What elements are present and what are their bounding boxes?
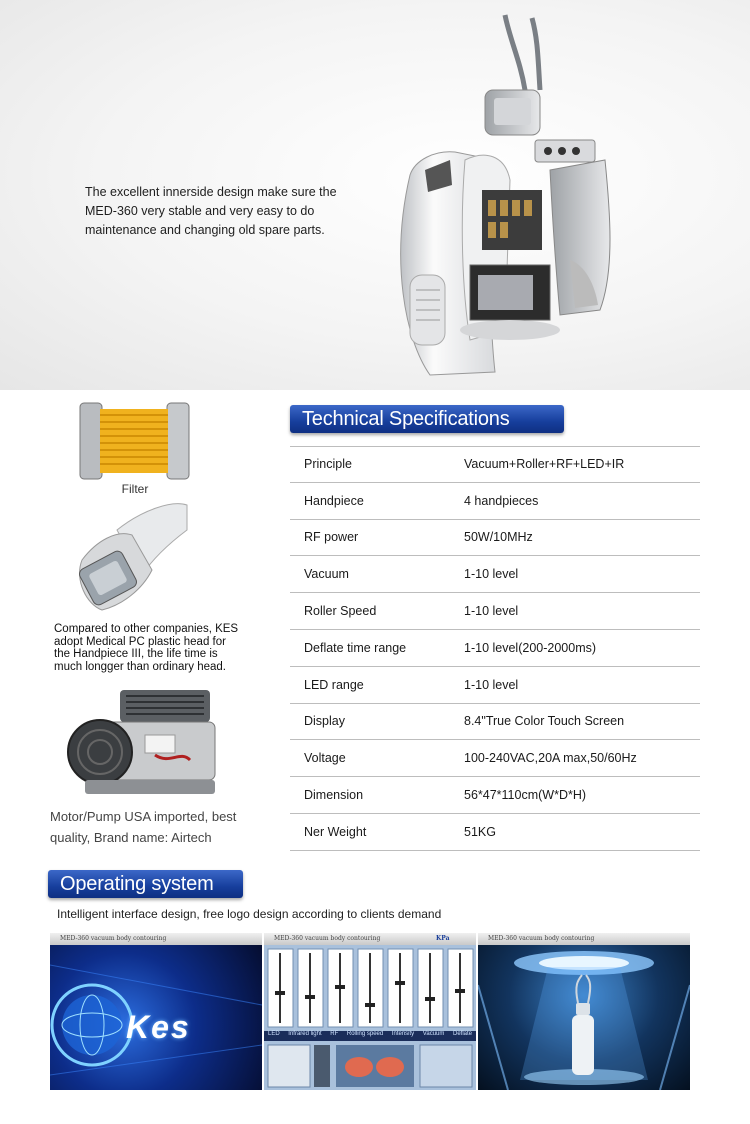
- slider-label: Vacuum: [422, 1031, 445, 1037]
- spec-row-roller-speed: [290, 593, 700, 630]
- slider-label: Deflate: [452, 1031, 472, 1037]
- handpiece-image: [62, 500, 192, 620]
- hero-text-line: MED-360 very stable and very easy to do: [85, 204, 315, 218]
- spec-label: Ner Weight: [304, 824, 367, 839]
- spec-value: 4 handpieces: [464, 493, 539, 508]
- slider-label: LED: [268, 1031, 280, 1037]
- spec-label: Vacuum: [304, 567, 349, 582]
- spec-label: RF power: [304, 530, 359, 545]
- spec-row-dimension: [290, 777, 700, 814]
- spec-value: 1-10 level(200-2000ms): [464, 640, 597, 655]
- spec-value: 1-10 level: [464, 567, 519, 582]
- pump-description: [50, 806, 280, 848]
- hero-text-line: maintenance and changing old spare parts.: [85, 223, 325, 237]
- spec-value: 51KG: [464, 824, 496, 839]
- spec-label: Deflate time range: [304, 640, 407, 655]
- spec-label: Voltage: [304, 751, 346, 766]
- spec-row-principle: [290, 446, 700, 483]
- banner-title: Technical Specifications: [302, 407, 510, 430]
- spec-value: 8.4"True Color Touch Screen: [464, 714, 625, 729]
- spec-value: Vacuum+Roller+RF+LED+IR: [464, 457, 625, 472]
- technical-specifications-banner: [290, 405, 564, 433]
- spec-row-voltage: [290, 740, 700, 777]
- hero-description: [85, 183, 365, 240]
- operating-description: Intelligent interface design, free logo design according to clients demand: [57, 907, 442, 921]
- slider-label: Infrared light: [288, 1031, 322, 1037]
- spec-label: Principle: [304, 457, 352, 472]
- spec-table: [290, 446, 700, 851]
- pump-text-line: Motor/Pump USA imported, best: [50, 809, 237, 824]
- spec-value: 1-10 level: [464, 677, 519, 692]
- spec-row-display: [290, 704, 700, 741]
- screen-title-bar: MED-360 vacuum body contouring: [50, 933, 262, 945]
- screen-title-bar: [264, 933, 476, 945]
- slider-label: Rolling speed: [346, 1031, 384, 1037]
- handpiece-text-line: the Handpiece III, the life time is: [54, 648, 218, 660]
- screenshot-control-panel: [264, 933, 476, 1090]
- screen-body: [478, 945, 690, 1090]
- screenshot-logo-screen: [50, 933, 262, 1090]
- spec-row-led-range: [290, 667, 700, 704]
- pump-text-line: quality, Brand name: Airtech: [50, 830, 212, 845]
- kes-logo: Kes: [126, 1009, 191, 1045]
- spec-label: Dimension: [304, 788, 364, 803]
- screen-title-text: MED-360 vacuum body contouring: [274, 935, 381, 942]
- screen-body: [50, 945, 262, 1090]
- filter-caption: Filter: [121, 482, 149, 496]
- hero-text-line: The excellent innerside design make sure the: [85, 185, 337, 199]
- spec-label: Roller Speed: [304, 604, 377, 619]
- machine-exploded-image: [370, 10, 620, 380]
- slider-label: RF: [330, 1031, 339, 1037]
- handpiece-text-line: Compared to other companies, KES: [54, 623, 239, 635]
- spec-label: Display: [304, 714, 345, 729]
- banner-title: Operating system: [60, 872, 214, 895]
- spec-row-handpiece: [290, 483, 700, 520]
- screenshot-stage-screen: [478, 933, 690, 1090]
- spec-label: LED range: [304, 677, 364, 692]
- slider-label-row: [264, 1031, 476, 1041]
- handpiece-text-line: much longger than ordinary head.: [54, 660, 226, 673]
- spec-label: Handpiece: [304, 493, 364, 508]
- control-panel-graphic: [264, 945, 476, 1090]
- spec-value: 50W/10MHz: [464, 530, 533, 545]
- operating-system-banner: [48, 870, 243, 898]
- pump-image: [60, 680, 220, 805]
- spec-row-net-weight: [290, 814, 700, 851]
- spec-value: 56*47*110cm(W*D*H): [464, 788, 587, 803]
- spec-value: 1-10 level: [464, 604, 519, 619]
- handpiece-description: [54, 623, 264, 673]
- spec-row-deflate-time: [290, 630, 700, 667]
- spec-row-vacuum: [290, 556, 700, 593]
- handpiece-text-line: adopt Medical PC plastic head for: [54, 635, 226, 648]
- unit-label: KPa: [436, 935, 450, 942]
- spec-row-rf-power: [290, 520, 700, 557]
- stage-graphic: [478, 945, 690, 1090]
- spec-value: 100-240VAC,20A max,50/60Hz: [464, 751, 637, 766]
- slider-label: Intensity: [391, 1031, 415, 1037]
- hero-section: [0, 0, 750, 390]
- filter-image: [72, 397, 197, 482]
- screen-title-bar: MED-360 vacuum body contouring: [478, 933, 690, 945]
